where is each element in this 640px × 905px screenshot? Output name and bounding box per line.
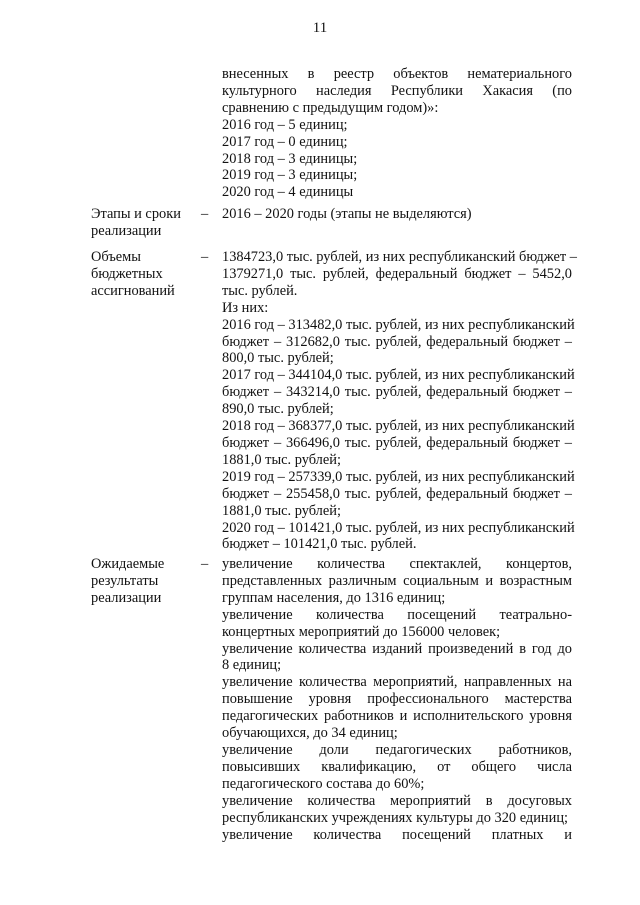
row-label-stages: Этапы и сроки реализации	[91, 206, 181, 239]
text-line: 2016 – 2020 годы (этапы не выделяются)	[222, 206, 472, 222]
text-line: 1384723,0 тыс. рублей, из них республиканский бюджет –	[222, 249, 577, 265]
text-line: увеличение количества мероприятий, направленных на	[222, 674, 572, 691]
text-line: бюджет – 312682,0 тыс. рублей, федеральный бюджет –	[222, 333, 572, 350]
row-label-budget: Объемы бюджетных ассигнований	[91, 249, 175, 299]
text-line: увеличение количества мероприятий в досуговых	[222, 792, 572, 809]
row-dash: –	[201, 249, 209, 265]
text-line: 1379271,0 тыс. рублей, федеральный бюджет – 5452,0	[222, 265, 572, 282]
row-dash: –	[201, 556, 209, 572]
text-line: Из них:	[222, 299, 269, 316]
text-line: внесенных в реестр объектов нематериального	[222, 66, 572, 82]
text-line: бюджет – 255458,0 тыс. рублей, федеральный бюджет –	[222, 485, 572, 502]
text-line: группам населения, до 1316 единиц;	[222, 589, 446, 606]
page-number: 11	[312, 20, 328, 36]
text-line: 2019 год – 3 единицы;	[222, 167, 358, 184]
text-line: 890,0 тыс. рублей;	[222, 401, 334, 418]
text-line: обучающихся, до 34 единиц;	[222, 725, 398, 742]
text-line: педагогических работников и исполнительского уровня	[222, 708, 572, 725]
text-line: 8 единиц;	[222, 657, 282, 674]
text-line: тыс. рублей.	[222, 282, 298, 299]
text-line: бюджет – 343214,0 тыс. рублей, федеральный бюджет –	[222, 384, 572, 401]
text-line: 2020 год – 101421,0 тыс. рублей, из них республиканский	[222, 519, 575, 536]
continued-indicator-text	[222, 66, 572, 201]
row-content-results	[222, 556, 572, 843]
text-line: бюджет – 366496,0 тыс. рублей, федеральный бюджет –	[222, 434, 572, 451]
text-line: 2018 год – 3 единицы;	[222, 150, 358, 167]
text-line: повысивших квалификацию, от общего числа	[222, 758, 572, 775]
text-line: 2019 год – 257339,0 тыс. рублей, из них республиканский	[222, 468, 575, 485]
text-line: культурного наследия Республики Хакасия (по	[222, 82, 572, 99]
text-line: 2016 год – 5 единиц;	[222, 116, 348, 133]
row-label-results: Ожидаемые результаты реализации	[91, 556, 165, 606]
text-line: 2017 год – 344104,0 тыс. рублей, из них республиканский	[222, 367, 575, 384]
text-line: сравнению с предыдущим годом)»:	[222, 99, 439, 116]
text-line: увеличение доли педагогических работников,	[222, 741, 572, 758]
text-line: 1881,0 тыс. рублей;	[222, 451, 341, 468]
text-line: 2016 год – 313482,0 тыс. рублей, из них республиканский	[222, 316, 575, 333]
text-line: увеличение количества изданий произведений в год до	[222, 640, 572, 657]
text-line: 800,0 тыс. рублей;	[222, 350, 334, 367]
text-line: республиканских учреждениях культуры до 320 единиц;	[222, 809, 569, 826]
text-line: 2020 год – 4 единицы	[222, 184, 354, 201]
text-line: увеличение количества спектаклей, концертов,	[222, 556, 572, 572]
text-line: увеличение количества посещений платных и	[222, 826, 572, 843]
text-line: педагогического состава до 60%;	[222, 775, 425, 792]
row-content-budget	[222, 249, 577, 553]
text-line: бюджет – 101421,0 тыс. рублей.	[222, 536, 417, 553]
text-line: концертных мероприятий до 156000 человек;	[222, 623, 501, 640]
text-line: 2018 год – 368377,0 тыс. рублей, из них республиканский	[222, 418, 575, 435]
text-line: 2017 год – 0 единиц;	[222, 133, 348, 150]
text-line: представленных различным социальным и возрастным	[222, 572, 572, 589]
row-content-stages	[222, 206, 572, 223]
text-line: увеличение количества посещений театрально-	[222, 606, 572, 623]
text-line: повышение уровня профессионального мастерства	[222, 691, 572, 708]
row-dash: –	[201, 206, 209, 222]
text-line: 1881,0 тыс. рублей;	[222, 502, 341, 519]
